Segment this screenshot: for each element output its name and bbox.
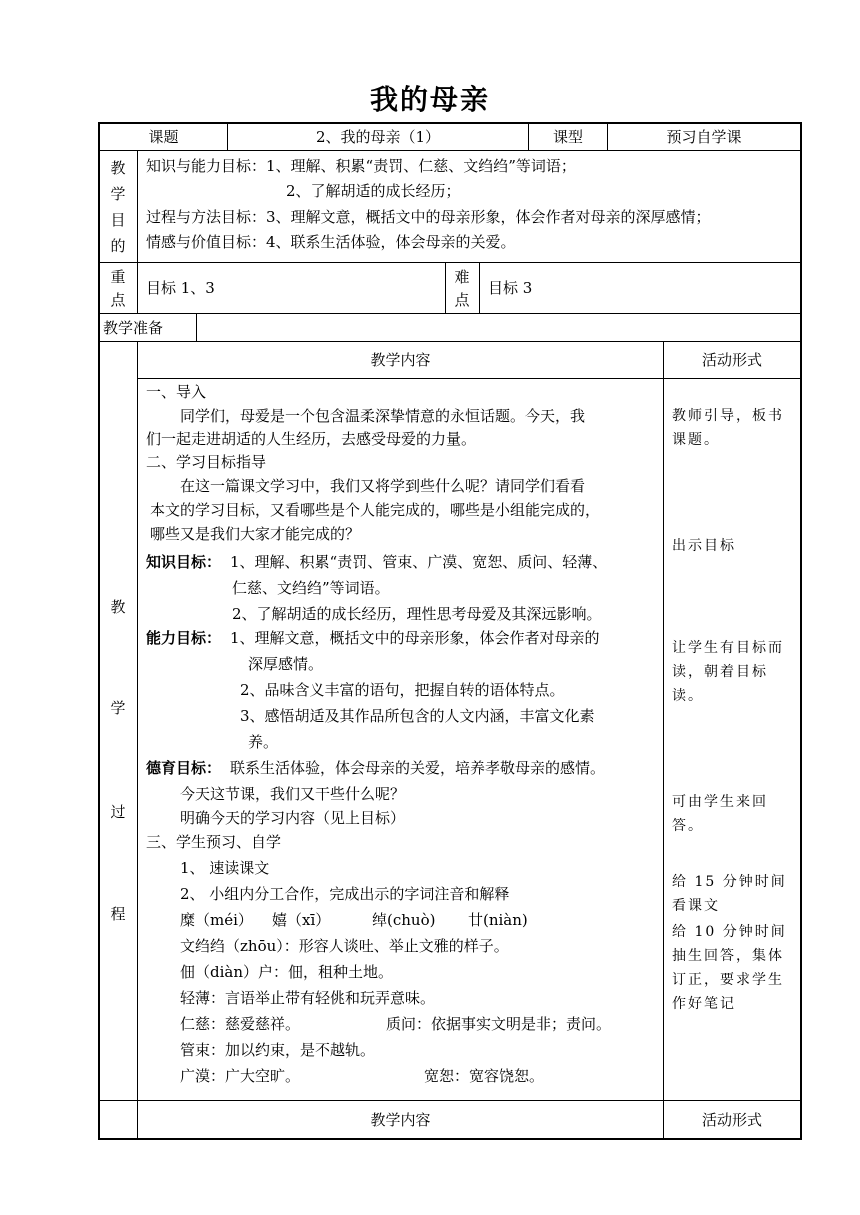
content-line: 本文的学习目标，又看哪些是个人能完成的，哪些是小组能完成的， <box>150 501 601 519</box>
content-line: 1、 速读课文 <box>180 859 270 877</box>
process-label-char: 过 <box>110 803 126 821</box>
content-line: 养。 <box>248 733 279 751</box>
section-heading: 二、学习目标指导 <box>146 453 267 471</box>
content-header: 教学内容 <box>370 351 431 369</box>
content-line: 2、 小组内分工合作，完成出示的字词注音和解释 <box>180 885 510 903</box>
content-line: 1、理解、积累“责罚、管束、广漠、宽恕、质问、轻薄、 <box>230 553 608 571</box>
row-divider <box>98 341 802 342</box>
content-header-continued: 教学内容 <box>370 1111 431 1129</box>
key-label-char: 点 <box>110 291 126 309</box>
difficulty-label-char: 点 <box>454 291 470 309</box>
moral-goal-label: 德育目标： <box>146 759 222 777</box>
content-line: 明确今天的学习内容（见上目标） <box>180 809 406 827</box>
section-heading: 三、学生预习、自学 <box>146 833 282 851</box>
vocab-definition: 广漠：广大空旷。 <box>180 1067 301 1085</box>
knowledge-goal-label: 知识目标： <box>146 553 222 571</box>
content-line: 在这一篇课文学习中，我们又将学到些什么呢？请同学们看看 <box>180 477 586 495</box>
row-divider <box>98 1100 802 1101</box>
vocab-definition: 质问：依据事实文明是非；责问。 <box>386 1015 612 1033</box>
content-line: 仁慈、文绉绉”等词语。 <box>232 579 390 597</box>
content-line: 同学们，母爱是一个包含温柔深挚情意的永恒话题。今天，我 <box>180 407 586 425</box>
vocab-item: 绰(chuò) <box>372 911 436 929</box>
row-divider <box>137 378 802 379</box>
activity-note: 给 10 分钟时间抽生回答，集体订正，要求学生作好笔记 <box>672 924 787 1012</box>
vocab-definition: 文绉绉（zhōu）：形容人谈吐、举止文雅的样子。 <box>180 937 509 955</box>
vocab-item: 嬉（xī） <box>272 911 331 929</box>
content-line: 们一起走进胡适的人生经历，去感受母爱的力量。 <box>146 430 477 448</box>
vocab-definition: 仁慈：慈爱慈祥。 <box>180 1015 301 1033</box>
activity-note: 出示目标 <box>672 538 736 554</box>
objective-line: 2、了解胡适的成长经历； <box>286 182 461 200</box>
activity-note: 让学生有目标而读，朝着目标读。 <box>672 640 784 704</box>
col-divider <box>479 262 480 313</box>
content-line: 1、理解文意，概括文中的母亲形象，体会作者对母亲的 <box>230 629 600 647</box>
vocab-definition: 管束：加以约束，是不越轨。 <box>180 1041 376 1059</box>
vocab-item: 廿(niàn) <box>468 911 528 929</box>
objective-line: 过程与方法目标：3、理解文意，概括文中的母亲形象，体会作者对母亲的深厚感情； <box>146 208 711 226</box>
type-value: 预习自学课 <box>666 128 742 146</box>
objectives-label-char: 教 <box>110 159 126 177</box>
activity-header: 活动形式 <box>701 351 762 369</box>
content-line: 今天这节课，我们又干些什么呢？ <box>180 785 406 803</box>
activity-note: 教师引导，板书课题。 <box>672 408 784 448</box>
activity-note: 给 15 分钟时间看课文 <box>672 874 787 914</box>
page-title: 我的母亲 <box>369 83 490 116</box>
objectives-label-char: 目 <box>110 211 126 229</box>
vocab-definition: 宽恕：宽容饶恕。 <box>424 1067 545 1085</box>
content-line: 哪些又是我们大家才能完成的？ <box>150 525 361 543</box>
objectives-label-char: 的 <box>110 237 126 255</box>
activity-note: 可由学生来回答。 <box>672 794 768 834</box>
ability-goal-label: 能力目标： <box>146 629 222 647</box>
col-divider <box>196 313 197 341</box>
col-divider <box>137 150 138 313</box>
prep-label: 教学准备 <box>103 319 164 337</box>
content-line: 联系生活体验，体会母亲的关爱，培养孝敬母亲的感情。 <box>230 759 606 777</box>
difficulty-label-char: 难 <box>454 268 470 286</box>
content-line: 2、了解胡适的成长经历，理性思考母爱及其深远影响。 <box>232 605 602 623</box>
row-divider <box>98 313 802 314</box>
activity-header-continued: 活动形式 <box>701 1111 762 1129</box>
row-divider <box>98 262 802 263</box>
objective-line: 知识与能力目标：1、理解、积累“责罚、仁慈、文绉绉”等词语； <box>146 157 576 175</box>
process-label-char: 学 <box>110 699 126 717</box>
type-label: 课型 <box>552 128 583 146</box>
topic-label: 课题 <box>148 128 179 146</box>
content-line: 深厚感情。 <box>248 655 324 673</box>
content-line: 2、品味含义丰富的语句，把握自转的语体特点。 <box>240 681 565 699</box>
vocab-definition: 佃（diàn）户：佃，租种土地。 <box>180 963 394 981</box>
topic-value: 2、我的母亲（1） <box>315 128 441 146</box>
objective-line: 情感与价值目标：4、联系生活体验，体会母亲的关爱。 <box>146 233 516 251</box>
key-label-char: 重 <box>110 268 126 286</box>
vocab-definition: 轻薄：言语举止带有轻佻和玩弄意味。 <box>180 989 436 1007</box>
difficulty-value: 目标 3 <box>488 279 533 297</box>
vocab-item: 糜（méi） <box>180 911 253 929</box>
row-divider <box>98 150 802 151</box>
col-divider <box>445 262 446 313</box>
col-divider <box>663 341 664 1140</box>
process-label-char: 程 <box>110 905 126 923</box>
col-divider <box>137 341 138 1140</box>
section-heading: 一、导入 <box>146 383 207 401</box>
objectives-label-char: 学 <box>110 185 126 203</box>
process-label-char: 教 <box>110 598 126 616</box>
key-value: 目标 1、3 <box>146 279 215 297</box>
content-line: 3、感悟胡适及其作品所包含的人文内涵，丰富文化素 <box>240 707 595 725</box>
